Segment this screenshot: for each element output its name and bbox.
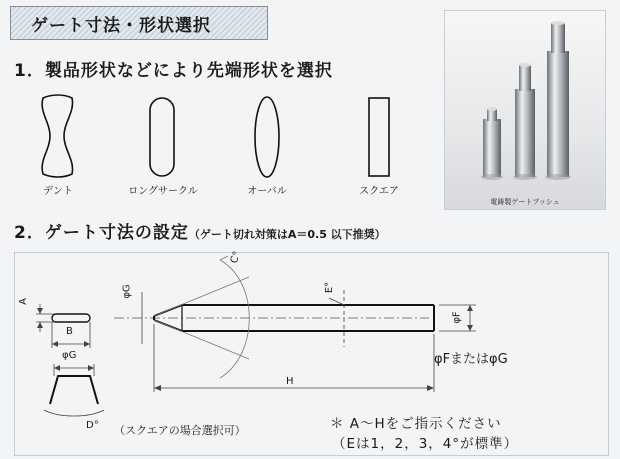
banner-title: ゲート寸法・形状選択 xyxy=(31,16,211,36)
shape-outlines xyxy=(30,92,410,182)
square-shape-icon xyxy=(369,98,389,176)
dimension-drawing xyxy=(14,249,609,456)
dim-label-e: E° xyxy=(324,281,336,294)
shape-label-oval: オーバル xyxy=(247,186,287,197)
square-selection-note: （スクエアの場合選択可） xyxy=(114,424,246,437)
f-or-g-label: φFまたはφG xyxy=(434,352,508,367)
dim-label-c: C° xyxy=(228,249,244,266)
dim-label-phi-g: φG xyxy=(121,284,133,299)
dim-label-h: H xyxy=(286,376,294,387)
oval-shape-icon xyxy=(255,97,279,177)
dim-label-b: B xyxy=(66,326,73,337)
instruction-line-1: ＊ A～Hをご指示ください xyxy=(330,416,502,432)
section2-note: （ゲート切れ対策はA＝0.5 以下推奨） xyxy=(188,228,386,241)
dim-label-square-phi-g: φG xyxy=(62,350,77,361)
section2-title: 2．ゲート寸法の設定 xyxy=(14,223,189,243)
gate-bush-pins-image xyxy=(445,11,606,197)
photo-caption: 電鋳製ゲートブッシュ xyxy=(490,198,560,206)
instruction-line-2: （Eは1，2，3，4°が標準） xyxy=(332,436,519,452)
gate-bush-photo xyxy=(444,10,606,210)
long-circle-shape-icon xyxy=(150,98,174,176)
dent-shape-icon xyxy=(42,95,72,177)
shape-label-long-circle: ロングサークル xyxy=(128,186,198,197)
gate-dimension-diagram xyxy=(14,249,609,456)
section2-heading xyxy=(14,218,386,243)
section-banner xyxy=(10,6,268,40)
dim-label-phi-f: φF xyxy=(451,311,463,324)
shape-label-square: スクエア xyxy=(359,186,399,197)
section1-heading: 1．製品形状などにより先端形状を選択 xyxy=(14,61,333,81)
dim-label-d: D° xyxy=(86,420,99,431)
shape-label-dent: デント xyxy=(43,186,73,197)
dim-label-a: A xyxy=(17,298,29,305)
